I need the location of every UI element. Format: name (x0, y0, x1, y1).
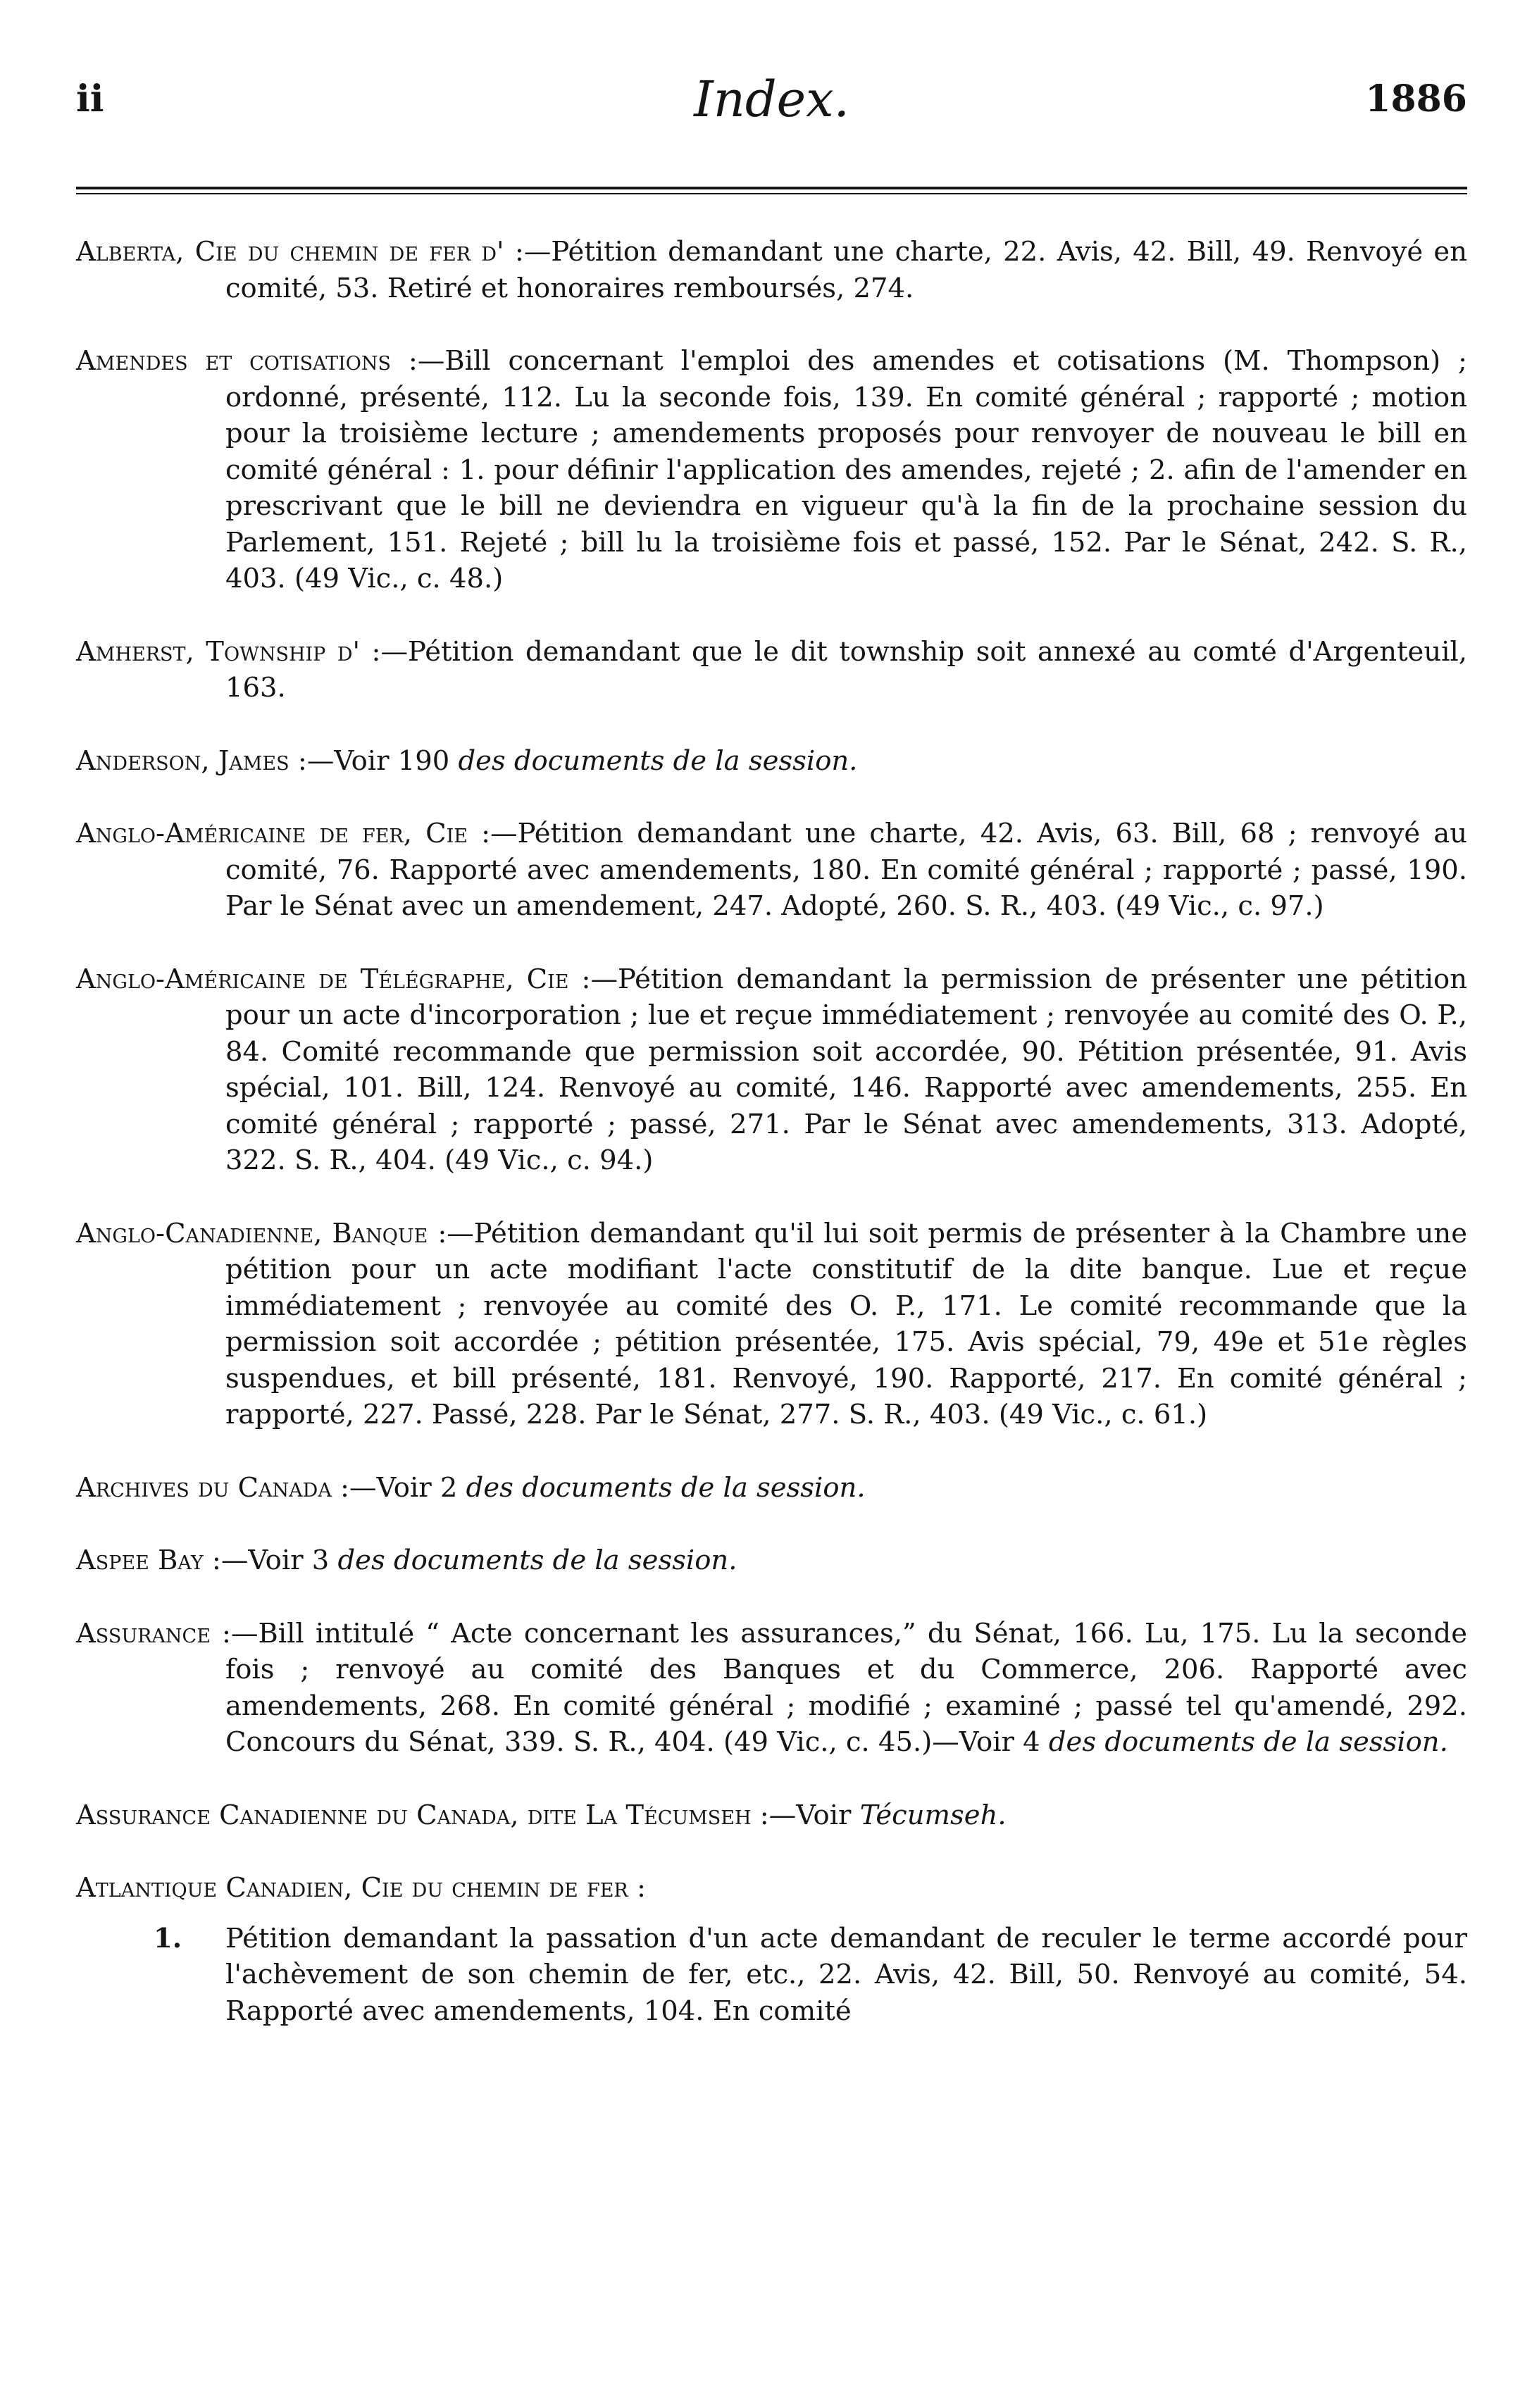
index-entry-assurance-canadienne (76, 1797, 1467, 1834)
entry-heading: Anglo-Canadienne, Banque (76, 1217, 428, 1249)
entry-reference: des documents de la session. (337, 1545, 737, 1576)
entry-reference: des documents de la session. (466, 1471, 866, 1504)
index-entry-atlantique (76, 1870, 1467, 1907)
page-header (76, 70, 1467, 148)
entry-body: :—Voir 3 (203, 1545, 338, 1576)
entry-heading: Amendes et cotisations (76, 345, 392, 377)
index-entry-amendes (76, 343, 1467, 597)
entry-heading: Assurance Canadienne du Canada, dite La Técumseh (76, 1799, 752, 1831)
header-rule (76, 187, 1467, 194)
entry-body: :—Pétition demandant une charte, 42. Avis, 63. Bill, 68 ; renvoyé au comité, 76. Rapporté avec amendements, 180. En comité général ; rapporté ; passé, 190. Par le Sénat avec un amendement, 247. Adopté, 260. S. R., 403. (49 Vic., c. 97.) (225, 818, 1467, 922)
entry-body: :—Pétition demandant qu'il lui soit permis de présenter à la Chambre une pétition pour un acte modifiant l'acte constitutif de la dite banque. Lue et reçue immédiatement ; renvoyée au comité des O. P., 171. Le comité recommande que la permission soit accordée ; pétition présentée, 175. Avis spécial, 79, 49e et 51e règles suspendues, et bill présenté, 181. Renvoyé, 190. Rapporté, 217. En comité général ; rapporté, 227. Passé, 228. Par le Sénat, 277. S. R., 403. (49 Vic., c. 61.) (225, 1217, 1468, 1430)
entry-body: :—Pétition demandant la permission de présenter une pétition pour un acte d'incorporation ; lue et reçue immédiatement ; renvoyée au comité des O. P., 84. Comité recommande que permission soit accordée, 90. Pétition présentée, 91. Avis spécial, 101. Bill, 124. Renvoyé au comité, 146. Rapporté avec amendements, 255. En comité général ; rapporté ; passé, 271. Par le Sénat avec amendements, 313. Adopté, 322. S. R., 404. (49 Vic., c. 94.) (225, 963, 1467, 1176)
index-entry-anderson (76, 743, 1467, 780)
index-entry-amherst (76, 634, 1467, 706)
entry-body: :—Voir (751, 1799, 860, 1831)
entry-body: :—Voir 190 (289, 744, 459, 777)
entry-reference: des documents de la session. (458, 744, 858, 777)
entry-body: :—Voir 2 (331, 1471, 466, 1504)
entry-body: :—Bill concernant l'emploi des amendes et cotisations (M. Thompson) ; ordonné, présenté, 112. Lu la seconde fois, 139. En comité général ; rapporté ; motion pour la troisième lecture ; amendements proposés pour renvoyer de nouveau le bill en comité général : 1. pour définir l'application des amendes, rejeté ; 2. afin de l'amender en prescrivant que le bill ne deviendra en vigueur qu'à la fin de la prochaine session du Parlement, 151. Rejeté ; bill lu la troisième fois et passé, 152. Par le Sénat, 242. S. R., 403. (49 Vic., c. 48.) (225, 345, 1467, 594)
index-subitem (76, 1921, 1467, 2030)
index-entry-archives (76, 1470, 1467, 1506)
entry-heading: Atlantique Canadien, Cie du chemin de fer (76, 1872, 628, 1904)
page-number: ii (76, 77, 104, 120)
entry-heading: Assurance (76, 1617, 211, 1649)
index-entry-anglo-americaine-telegraphe (76, 961, 1467, 1179)
subitem-number: 1. (154, 1922, 182, 1954)
entry-heading: Anglo-Américaine de Télégraphe, Cie (76, 963, 569, 995)
entry-heading: Archives du Canada (76, 1471, 332, 1504)
index-entry-anglo-americaine-fer (76, 816, 1467, 925)
entry-heading: Alberta, Cie du chemin de fer d' (76, 236, 504, 268)
entry-body: :—Pétition demandant que le dit township soit annexé au comté d'Argenteuil, 163. (225, 635, 1467, 704)
index-entry-assurance (76, 1616, 1467, 1761)
entry-heading: Amherst, Township d' (76, 635, 361, 668)
entry-body: : (628, 1872, 646, 1904)
entry-heading: Aspee Bay (76, 1545, 204, 1576)
page-title: Index. (694, 70, 849, 128)
page-year: 1886 (1365, 77, 1467, 120)
entry-body: :—Bill intitulé “ Acte concernant les assurances,” du Sénat, 166. Lu, 175. Lu la seconde fois ; renvoyé au comité des Banques et du Commerce, 206. Rapporté avec amendements, 268. En comité général ; modifié ; examiné ; passé tel qu'amendé, 292. Concours du Sénat, 339. S. R., 404. (49 Vic., c. 45.)—Voir 4 (210, 1617, 1467, 1758)
entry-reference: des documents de la session. (1048, 1726, 1448, 1758)
index-page (76, 70, 1467, 2029)
entry-body: :—Pétition demandant une charte, 22. Avis, 42. Bill, 49. Renvoyé en comité, 53. Retiré et honoraires remboursés, 274. (225, 236, 1467, 304)
index-entry-aspee-bay (76, 1542, 1467, 1579)
subitem-text: Pétition demandant la passation d'un acte demandant de reculer le terme accordé pour l'achèvement de son chemin de fer, etc., 22. Avis, 42. Bill, 50. Renvoyé au comité, 54. Rapporté avec amendements, 104. En comité (225, 1922, 1467, 2027)
index-entry-alberta (76, 234, 1467, 306)
index-entry-anglo-canadienne (76, 1216, 1467, 1433)
entry-heading: Anglo-Américaine de fer, Cie (76, 818, 468, 849)
entry-heading: Anderson, James (76, 744, 289, 777)
entry-reference: Técumseh. (859, 1799, 1007, 1831)
